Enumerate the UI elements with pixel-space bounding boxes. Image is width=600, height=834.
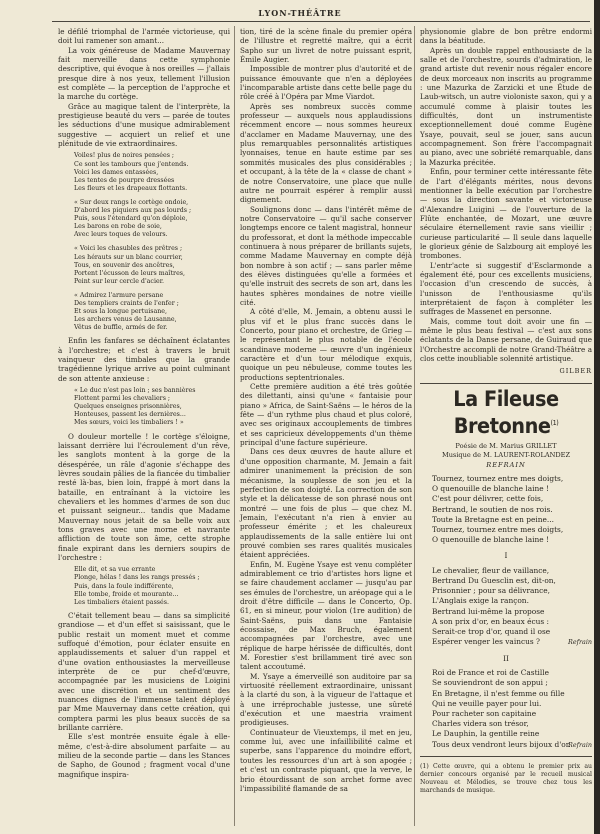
paragraph: M. Ysaye a émerveillé son auditoire par sa virtuosité réellement extraordinaire, unissant à la clarté du son, à la vigueur de l'attaque et à une irréprochable justesse, une sûreté d'exécution et une maestria vraiment prodigieuses. bbox=[240, 671, 412, 728]
section-rule bbox=[420, 383, 592, 384]
verse-line: Tous, en souvenir des ancêtres, bbox=[74, 261, 175, 269]
verse-line: Serait-ce trop d'or, quand il ose bbox=[432, 627, 551, 637]
verse-line: Elle dit, et sa vue errante bbox=[74, 566, 156, 574]
verse-line: « Le duc n'est pas loin ; ses bannières bbox=[74, 387, 196, 395]
author-signature: GILBER bbox=[559, 367, 592, 376]
verse-line: Roi de France et roi de Castille bbox=[432, 668, 550, 678]
song-title bbox=[427, 387, 585, 438]
verse-line: O quenouille de blanche laine ! bbox=[432, 484, 549, 494]
verse-line: Les tentes de pourpre dressées bbox=[74, 176, 175, 184]
verse-line: D'abord les piquiers aux pas lourds ; bbox=[74, 207, 192, 215]
verse-line: Puis, dans la foule indifférente, bbox=[74, 582, 174, 590]
verse-line: Flottent parmi les chevaliers ; bbox=[74, 395, 171, 403]
paragraph: Elle s'est montrée ensuite égale à elle-même, c'est-à-dire absolument parfaite — au milieu de la seconde partie — dans les Stances de Sapho, de Gounod ; fragment vocal d'une magnifique inspira- bbox=[58, 732, 230, 779]
poem-verse bbox=[74, 566, 230, 606]
verse-line: Tournez, tournez entre mes doigts, bbox=[432, 474, 564, 484]
verse-line: Les timbaliers étaient passés. bbox=[74, 598, 169, 606]
paragraph: physionomie glabre de bon prêtre endormi dans la béatitude. bbox=[420, 27, 592, 46]
verse-line: Qui ne veuille payer pour lui. bbox=[432, 698, 542, 708]
stanza-numeral: I bbox=[504, 551, 508, 561]
verse-line: Bertrand Du Guesclin est, dit-on, bbox=[432, 576, 556, 586]
paragraph: Mais, comme tout doit avoir une fin — même le plus beau festival — c'est aux sons éclatants de la Danse persane, de Guiraud que l'Orchestre accompli de notre Grand-Théâtre a clos cette inoubliable solennité artistique. bbox=[420, 316, 592, 364]
column-2 bbox=[240, 27, 412, 793]
paragraph: L'entr'acte si suggestif d'Esclarmonde a également été, pour ces excellents musiciens, l'occasion d'un crescendo de succès, à l'unisson de l'enthousiasme qu'ils interprétaient de façon à compléter les suffrages de Massenet en personne. bbox=[420, 260, 592, 317]
verse-line: « Admirez l'armure persane bbox=[74, 291, 164, 299]
verse-line: Peint sur leur cercle d'acier. bbox=[74, 277, 165, 285]
song-title-text: La Fileuse Bretonne bbox=[453, 386, 559, 438]
verse-line: Prisonnier ; pour sa délivrance, bbox=[432, 586, 551, 596]
paragraph: Après un double rappel enthousiaste de la salle et de l'orchestre, sourds d'admiration, le grand artiste dut revenir nous régaler encore de deux morceaux non inscrits au programme : une Mazurka de Zarzicki et une Étude de Laub-witsch, un autre violoniste saxon, qui y a accumulé comme à plaisir toutes les difficultés, dont un instrumentiste exceptionnellement doué comme Eugène Ysaye, pouvait, seul se jouer, sans aucun accompagnement. Son frère l'accompagnait au piano, avec une sobriété remarquable, dans la Mazurka précitée. bbox=[420, 45, 592, 167]
paragraph: Enfin les fanfares se déchaînent éclatantes à l'orchestre; et c'est à travers le bruit vainqueur des timbales que la grande tragédienne lyrique arrive au point culminant de son attente anxieuse : bbox=[58, 336, 230, 383]
verse-line: Pour racheter son capitaine bbox=[432, 708, 537, 718]
verse-line: Se souviendront de son appui ; bbox=[432, 678, 548, 688]
refrain-lyrics bbox=[432, 474, 592, 545]
column-1 bbox=[58, 27, 230, 779]
paragraph: Dans ces deux œuvres de haute allure et d'une opposition charmante, M. Jemain a fait admirer unanimement la précision de son mécanisme, la souplesse de son jeu et la perfection de son doigté. La correction de son style et la délicatesse de son phrasé nous ont montré — une fois de plus — que chez M. Jemain, l'exécutant n'a rien à envier au professeur émérite ; et les chaleureux applaudissements de la salle entière lui ont prouvé combien ses rares qualités musicales étaient appréciées. bbox=[240, 447, 412, 560]
paragraph: le défilé triomphal de l'armée victorieuse, qui doit lui ramener son amant... bbox=[58, 27, 230, 46]
verse-line: Ce sont les tambours que j'entends. bbox=[74, 160, 189, 168]
stanza-numeral: II bbox=[503, 653, 509, 663]
column-3 bbox=[420, 27, 592, 794]
verse-line: Les hérauts sur un blanc courrier, bbox=[74, 253, 183, 261]
stanza-lyrics bbox=[432, 566, 592, 648]
verse-line: C'est pour délivrer, cette fois, bbox=[432, 494, 544, 504]
verse-line: « Voici les chasubles des prêtres ; bbox=[74, 245, 183, 253]
verse-line: Voiles! plus de noires pensées ; bbox=[74, 152, 175, 160]
verse-line: Honteuses, passent les dernières... bbox=[74, 411, 186, 419]
refrain-tag: Refrain bbox=[568, 638, 592, 647]
poem-verse bbox=[74, 152, 230, 332]
verse-line: Bertrand, le soutien de nos rois. bbox=[432, 504, 553, 514]
paragraph: Enfin, M. Eugène Ysaye est venu compléter admirablement ce trio d'artistes hors ligne et se faire chaudement acclamer — jusqu'au par ses émules de l'orchestre, un aréopage qui a le droit d'être difficile — dans le Concerto, Op. 61, en si mineur, pour violon (1re audition) de Saint-Saëns, puis dans une Fantaisie écossaise, de Max Bruch, également accompagnées par l'orchestre, avec une réplique de harpe hérissée de difficultés, dont M. Forestier s'est brillamment tiré avec son talent accoutumé. bbox=[240, 559, 412, 672]
verse-line: Les barons en robe de soie, bbox=[74, 223, 162, 231]
stanza-lyrics bbox=[432, 668, 592, 750]
poem-verse bbox=[74, 387, 230, 427]
verse-line: Vêtus de buffle, armés de fer. bbox=[74, 324, 168, 332]
paragraph: Enfin, pour terminer cette intéressante fête de l'art d'élégants mérites, nous devons mentionner la belle exécution par l'orchestre — sous la direction savante et victorieuse d'Alexandre Luigini — de l'ouverture de la Flûte enchantée, de Mozart, une œuvre séculaire éternellement ravie sans vieillir ; curieuse particularité — Il seule dans laquelle le glorieux génie de Salzbourg ait employé les trombones. bbox=[420, 167, 592, 261]
verse-line: Puis, sous l'étendard qu'on déploie, bbox=[74, 215, 188, 223]
verse-line: A son prix d'or, en beaux écus : bbox=[432, 616, 549, 626]
verse-line: Voici les dames entassées, bbox=[74, 168, 159, 176]
verse-line: Tournez, tournez entre mes doigts, bbox=[432, 525, 564, 535]
verse-line: Bertrand lui-même la propose bbox=[432, 606, 545, 616]
verse-line: O quenouille de blanche laine ! bbox=[432, 535, 549, 545]
verse-line: Espérer venger les vaincus ? bbox=[432, 637, 540, 647]
verse-line: En Bretagne, il n'est femme ou fille bbox=[432, 688, 565, 698]
page-edge-shadow bbox=[594, 0, 600, 834]
footnote-rule bbox=[420, 756, 592, 757]
running-head: LYON-THÉÂTRE bbox=[258, 8, 342, 18]
paragraph: Cette première audition a été très goûtée des dilettanti, ainsi qu'une « fantaisie pour piano » Africa, de Saint-Saëns — le héros de la fête — d'un rythme plus chaud et plus coloré, avec ses originaux accouplements de timbres et ses capricieux développements d'un thème principal d'une facture supérieure. bbox=[240, 382, 412, 448]
footnote: (1) Cette œuvre, qui a obtenu le premier prix au dernier concours organisé par le recueil musical Nouveau et Mélodies, se trouve chez tous les marchands de musique. bbox=[420, 763, 592, 794]
verse-line: Le chevalier, fleur de vaillance, bbox=[432, 565, 550, 575]
footnote-marker: (1) bbox=[550, 418, 559, 427]
paragraph: La voix généreuse de Madame Mauvernay fait merveille dans cette symphonie descriptive, qui évoque à nos oreilles — j'allais presque dire à nos yeux, tellement l'illusion est complète — la perception de l'approche et la marche du cortège. bbox=[58, 45, 230, 102]
header-rule bbox=[52, 21, 590, 22]
verse-line: Les fleurs et les drapeaux flottants. bbox=[74, 184, 188, 192]
paragraph: Après ses nombreux succès comme professeur — auxquels nous applaudissions récemment encore — nous sommes heureux d'acclamer en Madame Mauvernay, une des plus remarquables personnalités artistiques lyonnaises, tenue en haute estime par ses sommités musicales des plus considérables ; et occupant, à la tête de la « classe de chant » de notre Conservatoire, une place que nulle autre ne pourrait espérer à remplir aussi dignement. bbox=[240, 101, 412, 205]
verse-line: Et sous la longue pertuisane, bbox=[74, 308, 168, 316]
paragraph: C'était tellement beau — dans sa simplicité grandiose — et d'un effet si saisissant, que le public restait un moment muet et comme suffoqué d'émotion, pour éclater ensuite en applaudissements et saluer d'un rappel et d'une ovation enthousiastes la merveilleuse interprète de ce pur chef-d'œuvre, accompagnée par les musiciens de Loigini avec une discrétion et un sentiment des nuances dignes de l'immense talent déployé par Mme Mauvernay dans cette création, qui comptera parmi les plus beaux succès de sa brillante carrière. bbox=[58, 610, 230, 732]
verse-line: Des templiers craints de l'enfer ; bbox=[74, 299, 179, 307]
verse-line: L'Anglais exige la rançon. bbox=[432, 596, 529, 606]
verse-line: Elle tombe, froide et mourante... bbox=[74, 590, 179, 598]
verse-line: Le Dauphin, la gentille reine bbox=[432, 729, 540, 739]
paragraph: Grâce au magique talent de l'interprète, la prestigieuse beauté du vers — parée de toutes les séductions d'une musique admirablement suggestive — acquiert un relief et une plénitude de vie extraordinaires. bbox=[58, 101, 230, 149]
verse-line: Toute la Bretagne est en peine... bbox=[432, 514, 554, 524]
verse-line: Les archers venus de Lausanne, bbox=[74, 316, 177, 324]
paragraph: O douleur mortelle ! le cortège s'éloigne, laissant derrière lui l'écroulement d'un rêve, les sanglots montent à la gorge de la désespérée, un râle d'agonie s'échappe des lèvres soudain pâlies de la fiancée du timbalier resté là-bas, bien loin, frappé à mort dans la bataille, en entraînant à la victoire les chevaliers et les hommes d'armes de son duc et puissant seigneur... tandis que Madame Mauvernay nous jetait de sa belle voix aux tons graves avec une morne et navrante affliction de toute son âme, cette strophe finale expirant dans les derniers soupirs de l'orchestre : bbox=[58, 431, 230, 562]
column-divider bbox=[414, 26, 415, 826]
verse-line: Charles videra son trésor, bbox=[432, 719, 529, 729]
verse-line: « Sur deux rangs le cortège ondoie, bbox=[74, 198, 189, 206]
paragraph: Impossible de montrer plus d'autorité et de puissance émouvante que n'en a déployées l'incomparable artiste dans cette belle page du rôle créé à l'Opéra par Mme Viardot. bbox=[240, 64, 412, 102]
refrain-tag: Refrain bbox=[568, 740, 592, 749]
composer-credit: Musique de M. LAURENT-ROLANDEZ bbox=[441, 450, 571, 459]
verse-line: Avec leurs toques de velours. bbox=[74, 231, 168, 239]
paragraph: Continuateur de Vieuxtemps, il met en jeu, comme lui, avec une infaillibilité calme et superbe, sans l'apparence du moindre effort, toutes les ressources d'un art à son apogée ; et c'est un contraste piquant, que la verve, le brio étourdissant de son archet forme avec l'impassibilité flamande de sa bbox=[240, 727, 412, 793]
paragraph: tion, tiré de la scène finale du premier opéra de l'illustre et regretté maître, qui a écrit Sapho sur un livret de notre puissant esprit, Émile Augier. bbox=[240, 27, 412, 65]
verse-line: Portent l'écusson de leurs maîtres, bbox=[74, 269, 186, 277]
verse-line: Quelques enseignes prisonnières, bbox=[74, 403, 182, 411]
column-divider bbox=[234, 26, 235, 826]
verse-line: Plonge, hélas ! dans les rangs pressés ; bbox=[74, 574, 200, 582]
paragraph: Soulignons donc — dans l'intérêt même de notre Conservatoire — qu'il sache conserver longtemps encore ce talent magistral, honneur du professorat, et dont la méthode impeccable continuera à nous préparer de brillants sujets, comme Madame Mauvernay en compte déjà bon nombre à son actif ; — sans parler même des élèves distinguées qu'elle a formées et qu'elle instruit des secrets de son art, dans les hautes sphères mondaines de notre vieille cité. bbox=[240, 204, 412, 307]
verse-line: Tous deux vendront leurs bijoux d'or. bbox=[432, 739, 571, 749]
refrain-heading: REFRAIN bbox=[486, 460, 526, 469]
paragraph: A côté d'elle, M. Jemain, a obtenu aussi le plus vif et le plus franc succès dans le Concerto, pour piano et orchestre, de Grieg — le représentant le plus notable de l'école scandinave moderne — œuvre d'un ingénieux caractère et d'un tour mélodique exquis, quoique un peu nébuleuse, comme toutes les productions septentrionales. bbox=[240, 307, 412, 382]
verse-line: Mes sœurs, voici les timbaliers ! » bbox=[74, 419, 184, 427]
lyricist-credit: Poésie de M. Marius GRILLET bbox=[455, 441, 557, 450]
